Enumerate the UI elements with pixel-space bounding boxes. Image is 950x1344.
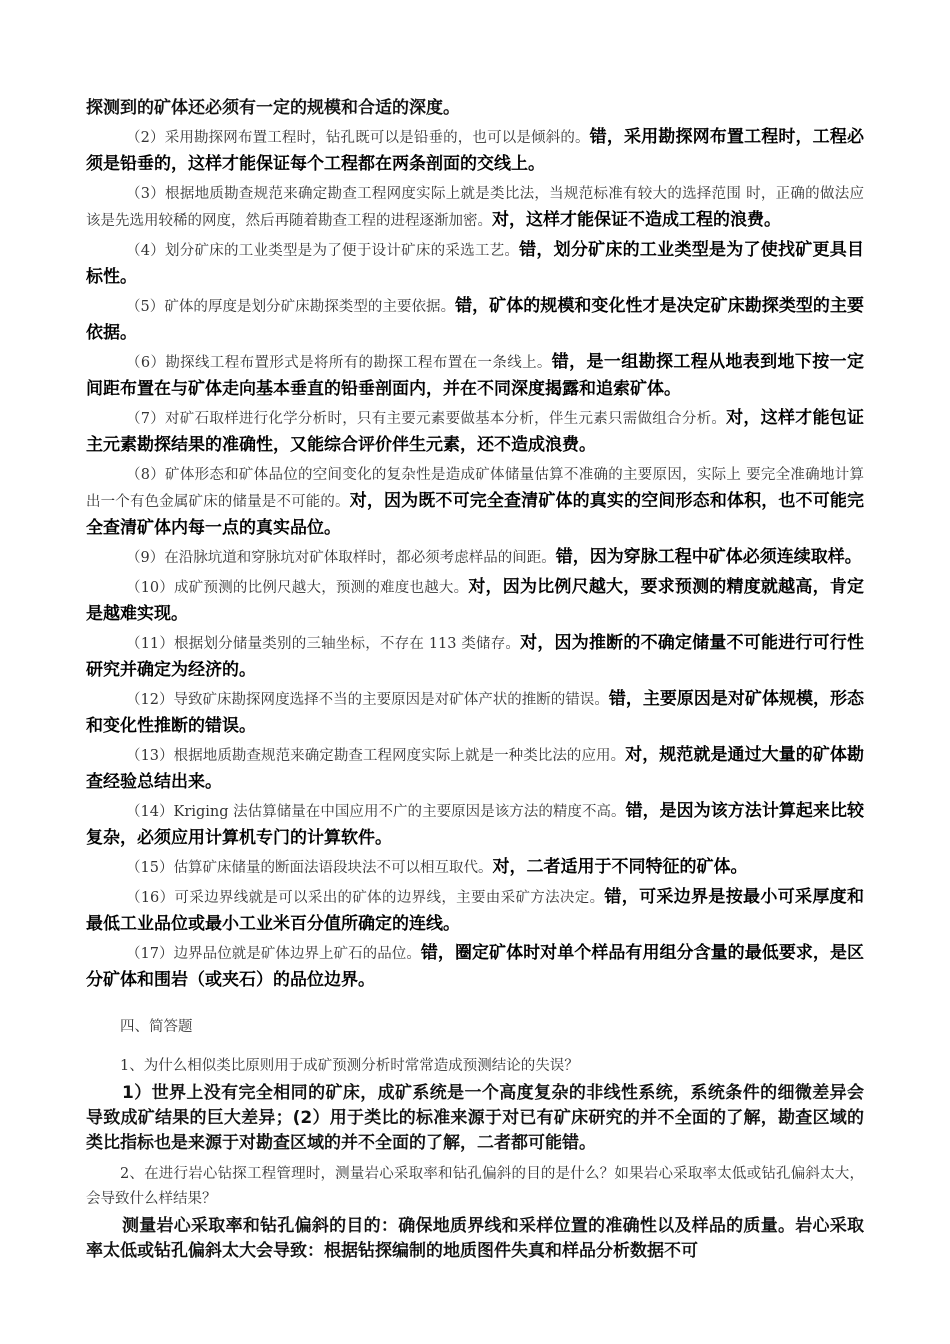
answer-text: 对，这样才能包证主元素勘探结果的准确性，又能综合评价伴生元素，还不造成浪费。 [86,408,865,455]
short-question-2: 2、在进行岩心钻探工程管理时，测量岩心采取率和钻孔偏斜的目的是什么？如果岩心采取率太低或钻孔偏斜太大，会导致什么样结果？ [86,1165,864,1207]
item-7 [86,405,864,458]
question-text: （9）在沿脉坑道和穿脉坑对矿体取样时，都必须考虑样品的间距。 [126,550,556,566]
question-text: （8）矿体形态和矿体品位的空间变化的复杂性是造成矿体储量估算不准确的主要原因，实际上 要完全准确地计算出一个有色金属矿床的储量是不可能的。 [86,467,864,510]
question-text: （6）勘探线工程布置形式是将所有的勘探工程布置在一条线上。 [126,355,552,371]
answer-text: 错，圈定矿体时对单个样品有用组分含量的最低要求，是区分矿体和围岩（或夹石）的品位边界。 [86,943,864,990]
answer-text: 对，因为比例尺越大，要求预测的精度就越高，肯定是越难实现。 [86,577,864,624]
short-answer-1: 1）世界上没有完全相同的矿床，成矿系统是一个高度复杂的非线性系统，系统条件的细微差异会导致成矿结果的巨大差异；(2）用于类比的标准来源于对已有矿床研究的并不全面的了解，勘查区域的类比指标也是来源于对勘查区域的并不全面的了解，二者都可能错。 [86,1082,864,1153]
item-15 [86,854,864,881]
question-text: （12）导致矿床勘探网度选择不当的主要原因是对矿体产状的推断的错误。 [126,692,609,708]
item-6 [86,349,864,402]
item-10 [86,574,864,627]
question-text: （16）可采边界线就是可以采出的矿体的边界线，主要由采矿方法决定。 [126,890,605,906]
answer-text: 错，是一组勘探工程从地表到地下按一定间距布置在与矿体走向基本垂直的铅垂剖面内，并在不同深度揭露和追索矿体。 [86,352,864,399]
question-text: （11）根据划分储量类别的三轴坐标，不存在 113 类储存。 [126,636,521,652]
answer-text: 对，因为推断的不确定储量不可能进行可行性研究并确定为经济的。 [86,633,865,680]
question-text: （13）根据地质勘查规范来确定勘查工程网度实际上就是一种类比法的应用。 [126,748,626,764]
item-16 [86,884,864,937]
question-text: （4）划分矿床的工业类型是为了便于设计矿床的采选工艺。 [126,243,520,259]
item-9 [86,544,864,571]
answer-text: 错，采用勘探网布置工程时，工程必须是铅垂的，这样才能保证每个工程都在两条剖面的交线上。 [86,127,864,174]
answer-text: 对，因为既不可完全查清矿体的真实的空间形态和体积，也不可能完全查清矿体内每一点的真实品位。 [86,491,865,538]
answer-text: 对，二者适用于不同特征的矿体。 [492,857,748,877]
item-2 [86,124,864,177]
item-8 [86,461,864,541]
question-text: （3）根据地质勘查规范来确定勘查工程网度实际上就是类比法，当规范标准有较大的选择范围 时，正确的做法应该是先选用较稀的网度，然后再随着勘查工程的进程逐渐加密。 [86,186,864,229]
question-text: （15）估算矿床储量的断面法语段块法不可以相互取代。 [126,860,493,876]
item-12 [86,686,864,739]
short-answer-2: 测量岩心采取率和钻孔偏斜的目的：确保地质界线和采样位置的准确性以及样品的质量。岩心采取率太低或钻孔偏斜太大会导致：根据钻探编制的地质图件失真和样品分析数据不可 [86,1215,864,1261]
item-3 [86,180,864,234]
item-13 [86,742,864,795]
item-11 [86,630,864,683]
answer-text: 错，可采边界是按最小可采厚度和最低工业品位或最小工业米百分值所确定的连线。 [86,887,865,934]
item-17 [86,940,864,993]
answer-text: 错，主要原因是对矿体规模，形态和变化性推断的错误。 [86,689,865,736]
item-14 [86,798,864,851]
answer-text: 对，这样才能保证不造成工程的浪费。 [492,210,781,230]
answer-text: 错，是因为该方法计算起来比较复杂，必须应用计算机专门的计算软件。 [86,801,865,848]
item-5 [86,293,864,346]
item-4 [86,237,864,290]
document-page [86,96,864,1270]
answer-text: 错，矿体的规模和变化性才是决定矿床勘探类型的主要依据。 [86,296,864,343]
answer-text: 错，因为穿脉工程中矿体必须连续取样。 [555,547,862,567]
short-question-1: 1、为什么相似类比原则用于成矿预测分析时常常造成预测结论的失误？ [120,1057,579,1074]
question-text: （2）采用勘探网布置工程时，钻孔既可以是铅垂的，也可以是倾斜的。 [126,130,590,146]
answer-text: 错，划分矿床的工业类型是为了使找矿更具目标性。 [86,240,864,287]
question-text: （14）Kriging 法估算储量在中国应用不广的主要原因是该方法的精度不高。 [126,804,626,820]
lead-paragraph: 探测到的矿体还必须有一定的规模和合适的深度。 [86,98,460,118]
question-text: （7）对矿石取样进行化学分析时，只有主要元素要做基本分析，伴生元素只需做组合分析。 [126,411,727,427]
question-text: （10）成矿预测的比例尺越大，预测的难度也越大。 [126,580,469,596]
section-title: 四、简答题 [120,1019,193,1035]
answer-text: 对，规范就是通过大量的矿体勘查经验总结出来。 [86,745,864,792]
question-text: （5）矿体的厚度是划分矿床勘探类型的主要依据。 [126,299,456,315]
question-text: （17）边界品位就是矿体边界上矿石的品位。 [126,946,421,962]
